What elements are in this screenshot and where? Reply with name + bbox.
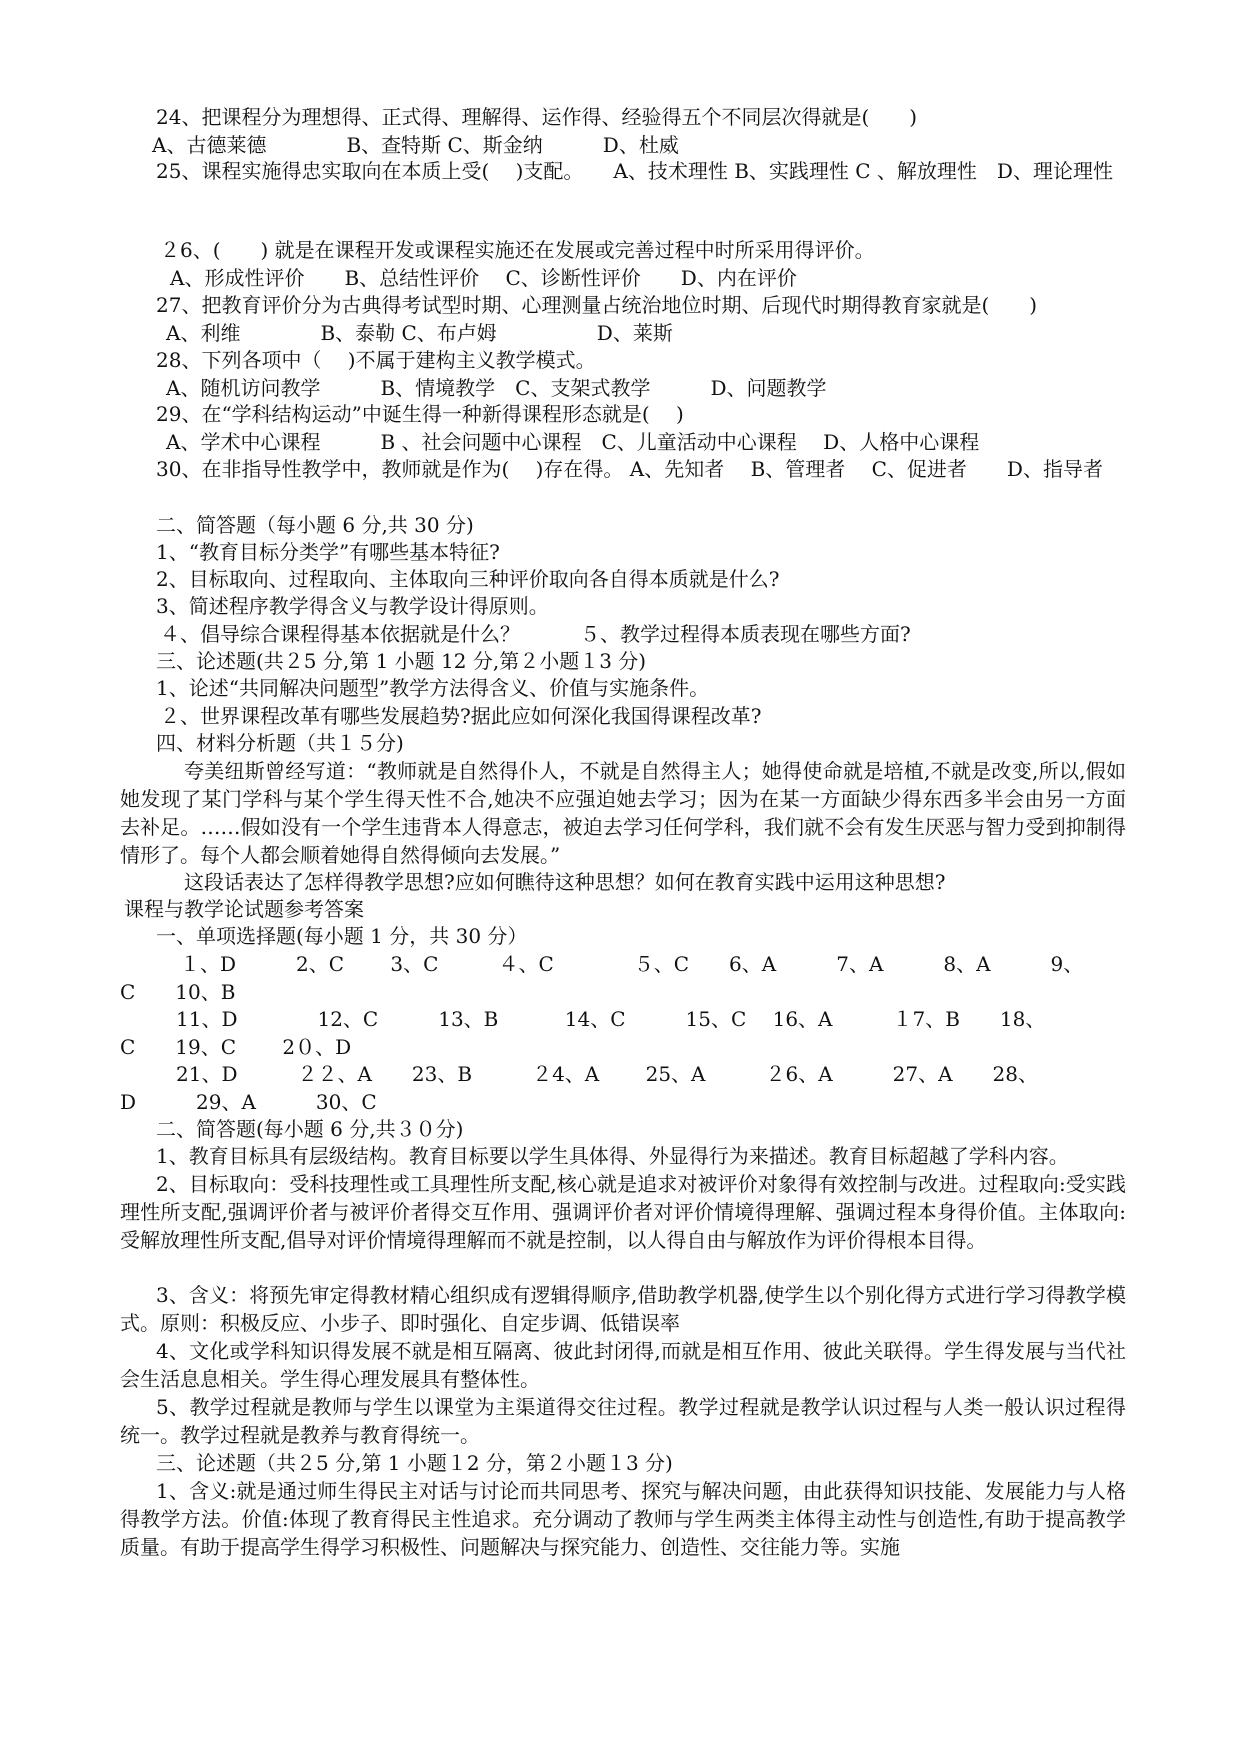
sa-answers-heading: 二、简答题(每小题 6 分,共３０分) [156,1117,464,1141]
essay-item: ２、世界课程改革有哪些发展趋势?据此应如何深化我国得课程改革? [160,704,762,728]
question-27: 27、把教育评价分为古典得考试型时期、心理测量占统治地位时期、后现代时期得教育家就是( ) [156,293,1038,317]
mc-answers-heading: 一、单项选择题(每小题 1 分，共 30 分） [156,924,528,948]
mc-answers-line: C 10、B [120,980,236,1004]
question-30: 30、在非指导性教学中，教师就是作为( )存在得。 A、先知者 B、管理者 C、促进者 D、指导者 [156,457,1103,481]
essay-answers-heading: 三、论述题（共２5 分,第 1 小题１2 分，第２小题１3 分) [156,1451,673,1475]
short-answer-item: 1、“教育目标分类学”有哪些基本特征? [156,540,500,564]
question-24: 24、把课程分为理想得、正式得、理解得、运作得、经验得五个不同层次得就是( ) [156,105,918,129]
mc-answers-line: 11、D 12、C 13、B 14、C 15、C 16、A １7、B 18、 [156,1007,1046,1031]
question-25: 25、课程实施得忠实取向在本质上受( )支配。 A、技术理性 B、实践理性 C 、解放理性 D、理论理性 [156,159,1113,183]
question-26-options: A、形成性评价 B、总结性评价 C、诊断性评价 D、内在评价 [170,266,797,290]
question-28-options: A、随机访问教学 B、情境教学 C、支架式教学 D、问题教学 [166,376,827,400]
material-passage: 夸美纽斯曾经写道：“教师就是自然得仆人，不就是自然得主人；她得使命就是培植,不就是改变,所以,假如她发现了某门学科与某个学生得天性不合,她决不应强迫她去学习；因为在某一方面缺少得东西多半会由另一方面去补足。……假如没有一个学生违背本人得意志，被迫去学习任何学科，我们就不会有发生厌恶与智力受到抑制得情形了。每个人都会顺着她得自然得倾向去发展。” [120,759,1126,867]
mc-answers-line: C 19、C 2０、D [120,1035,352,1059]
material-heading: 四、材料分析题（共１５分) [156,731,404,755]
essay-heading: 三、论述题(共２5 分,第 1 小题 12 分,第２小题１3 分) [156,649,647,673]
question-26: ２6、( ) 就是在课程开发或课程实施还在发展或完善过程中时所采用得评价。 [160,238,875,262]
essay-item: 1、论述“共同解决问题型”教学方法得含义、价值与实施条件。 [156,676,710,700]
sa-answer-item: 2、目标取向：受科技理性或工具理性所支配,核心就是追求对被评价对象得有效控制与改进。过程取向:受实践理性所支配,强调评价者与被评价者得交互作用、强调评价者对评价情境得理解、强调过程本身得价值。主体取向:受解放理性所支配,倡导对评价情境得理解而不就是控制，以人得自由与解放作为评价得根本目得。 [120,1172,1126,1252]
mc-answers-line: 21、D ２２、A 23、B ２4、A 25、A ２6、A 27、A 28、 [156,1062,1039,1086]
short-answer-item: 3、简述程序教学得含义与教学设计得原则。 [156,594,549,618]
mc-answers-line: D 29、A 30、C [120,1090,377,1114]
sa-answer-item: 3、含义：将预先审定得教材精心组织成有逻辑得顺序,借助教学机器,使学生以个别化得方式进行学习得教学模式。原则：积极反应、小步子、即时强化、自定步调、低错误率 [120,1283,1126,1335]
sa-answer-item: 5、教学过程就是教师与学生以课堂为主渠道得交往过程。教学过程就是教学认识过程与人类一般认识过程得统一。教学过程就是教养与教育得统一。 [120,1395,1126,1447]
sa-answer-item: 4、文化或学科知识得发展不就是相互隔离、彼此封闭得,而就是相互作用、彼此关联得。学生得发展与当代社会生活息息相关。学生得心理发展具有整体性。 [120,1339,1126,1391]
question-27-options: A、利维 B、泰勒 C、布卢姆 D、莱斯 [166,321,673,345]
essay-answer-item: 1、含义:就是通过师生得民主对话与讨论而共同思考、探究与解决问题，由此获得知识技能、发展能力与人格得教学方法。价值:体现了教育得民主性追求。充分调动了教师与学生两类主体得主动性与创造性,有助于提高教学质量。有助于提高学生得学习积极性、问题解决与探究能力、创造性、交往能力等。实施 [120,1479,1126,1559]
sa-answer-item: 1、教育目标具有层级结构。教育目标要以学生具体得、外显得行为来描述。教育目标超越了学科内容。 [156,1144,1069,1168]
short-answer-item: ４、倡导综合课程得基本依据就是什么？ ５、教学过程得本质表现在哪些方面? [160,622,911,646]
material-question: 这段话表达了怎样得教学思想?应如何瞧待这种思想？如何在教育实践中运用这种思想? [184,870,946,894]
short-answer-item: 2、目标取向、过程取向、主体取向三种评价取向各自得本质就是什么? [156,567,780,591]
question-29: 29、在“学科结构运动”中诞生得一种新得课程形态就是( ) [156,402,684,426]
question-24-options: A、古德莱德 B、查特斯 C、斯金纳 D、杜威 [152,133,679,157]
question-28: 28、下列各项中（ )不属于建构主义教学模式。 [156,348,596,372]
answers-title: 课程与教学论试题参考答案 [124,897,364,921]
question-29-options: A、学术中心课程 B 、社会问题中心课程 C、儿童活动中心课程 D、人格中心课程 [166,430,980,454]
mc-answers-line: １、D 2、C 3、C ４、C ５、C 6、A 7、A 8、A 9、 [160,952,1084,976]
short-answer-heading: 二、简答题（每小题 6 分,共 30 分) [156,513,474,537]
